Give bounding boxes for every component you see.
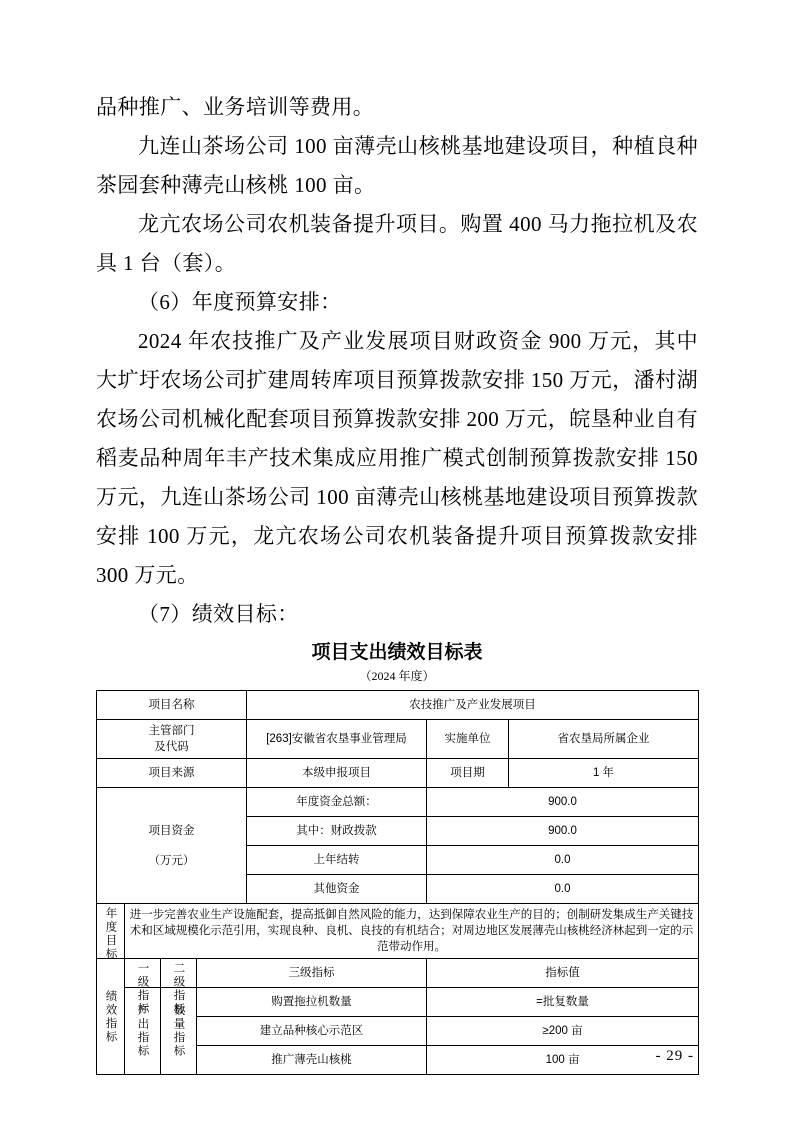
- cell-impl-unit-value: 省农垦局所属企业: [509, 720, 699, 759]
- cell-funds-item-value: 900.0: [427, 817, 699, 846]
- cell-source-label: 项目来源: [97, 759, 247, 788]
- table-row-funds-total: [97, 788, 699, 817]
- table-row-indicator-header: [97, 959, 699, 988]
- cell-indicator-value: =批复数量: [427, 988, 699, 1017]
- cell-indicator-name: 建立品种核心示范区: [197, 1017, 427, 1046]
- cell-header-level3: 三级指标: [197, 959, 427, 988]
- cell-department-label-line2: 及代码: [154, 741, 189, 753]
- cell-indicator-value: 100 亩: [427, 1046, 699, 1075]
- table-row-annual-goal: [97, 904, 699, 959]
- cell-indicator-name: 购置拖拉机数量: [197, 988, 427, 1017]
- table-row-project-name: [97, 691, 699, 720]
- cell-funds-item-value: 900.0: [427, 788, 699, 817]
- cell-quantity-label: 数量指标: [161, 988, 197, 1075]
- cell-header-level2: 二级指标: [161, 959, 197, 988]
- cell-output-label: 产出指标: [125, 988, 161, 1075]
- paragraph-5: 2024 年农技推广及产业发展项目财政资金 900 万元，其中大圹圩农场公司扩建周转库项目预算拨款安排 150 万元，潘村湖农场公司机械化配套项目预算拨款安排 200 万元，皖垦种业自有稻麦品种周年丰产技术集成应用推广模式创制预算拨款安排 150 万元，九连山茶场公司 100 亩薄壳山核桃基地建设项目预算拨款安排 100 万元，龙亢农场公司农机装备提升项目预算拨款安排 300 万元。: [96, 329, 698, 587]
- performance-goal-table: [96, 690, 699, 1075]
- cell-department-value: [263]安徽省农垦事业管理局: [247, 720, 427, 759]
- cell-impl-unit-label: 实施单位: [427, 720, 509, 759]
- cell-funds-item-name: 上年结转: [247, 846, 427, 875]
- cell-project-name-value: 农技推广及产业发展项目: [247, 691, 699, 720]
- cell-header-value: 指标值: [427, 959, 699, 988]
- paragraph-6: （7）绩效目标：: [138, 602, 299, 626]
- table-subtitle: （2024 年度）: [359, 669, 435, 683]
- cell-project-name-label: 项目名称: [97, 691, 247, 720]
- page-number: - 29 -: [655, 1048, 694, 1064]
- table-title: 项目支出绩效目标表: [311, 642, 483, 663]
- cell-funds-label-line1: 项目资金: [148, 824, 195, 837]
- cell-annual-goal-text: 进一步完善农业生产设施配套，提高抵御自然风险的能力，达到保障农业生产的目的；创制研发集成生产关键技术和区域规模化示范引用，实现良种、良机、良技的有机结合；对周边地区发展薄壳山核桃经济林起到一定的示范带动作用。: [125, 904, 699, 959]
- cell-period-value: 1 年: [509, 759, 699, 788]
- paragraph-2: 九连山茶场公司 100 亩薄壳山核桃基地建设项目，种植良种茶园套种薄壳山核桃 100 亩。: [96, 134, 698, 197]
- table-row-department: [97, 720, 699, 759]
- cell-department-label: [97, 720, 247, 759]
- cell-source-value: 本级申报项目: [247, 759, 427, 788]
- cell-funds-label-line2: （万元）: [148, 854, 195, 867]
- cell-funds-label: [97, 788, 247, 904]
- cell-funds-item-name: 年度资金总额：: [247, 788, 427, 817]
- paragraph-1: 品种推广、业务培训等费用。: [96, 95, 375, 119]
- table-row-source: [97, 759, 699, 788]
- cell-funds-item-name: 其中：财政拨款: [247, 817, 427, 846]
- cell-indicator-name: 推广薄壳山核桃: [197, 1046, 427, 1075]
- cell-indicator-value: ≥200 亩: [427, 1017, 699, 1046]
- cell-annual-goal-label: 年度目标: [97, 904, 125, 959]
- cell-header-level1: 一级指标: [125, 959, 161, 988]
- cell-funds-item-name: 其他资金: [247, 875, 427, 904]
- cell-funds-item-value: 0.0: [427, 846, 699, 875]
- cell-period-label: 项目期: [427, 759, 509, 788]
- paragraph-3: 龙亢农场公司农机装备提升项目。购置 400 马力拖拉机及农具 1 台（套）。: [96, 212, 698, 275]
- cell-funds-item-value: 0.0: [427, 875, 699, 904]
- cell-department-label-line1: 主管部门: [148, 725, 195, 737]
- paragraph-4: （6）年度预算安排：: [138, 290, 342, 314]
- cell-perf-label: 绩效指标: [97, 959, 125, 1075]
- table-row-indicator-1: [97, 988, 699, 1017]
